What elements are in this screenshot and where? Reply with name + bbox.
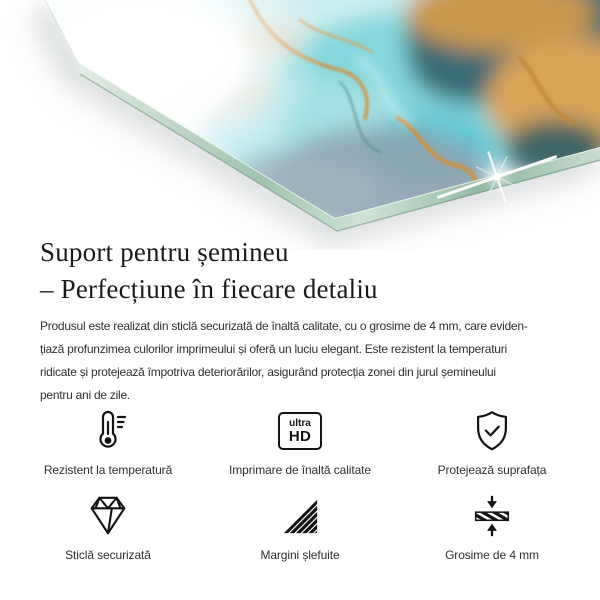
feature-label: Margini șlefuite <box>260 548 340 562</box>
product-description <box>40 315 560 407</box>
description-line: pentru ani de zile. <box>40 388 130 402</box>
feature-temperature <box>12 408 204 477</box>
title-line-2: – Perfecțiune în fiecare detaliu <box>40 274 378 304</box>
description-line: ridicate și protejează împotriva deteriorărilor, asigurând protecția zonei din jurul șemineului <box>40 365 496 379</box>
feature-print-quality <box>204 408 396 477</box>
glass-panel-photo <box>0 0 600 250</box>
feature-label: Protejează suprafața <box>437 463 547 477</box>
diamond-icon <box>84 493 132 539</box>
hero-product-image <box>0 0 600 250</box>
feature-tempered-glass <box>12 493 204 562</box>
description-line: Produsul este realizat din sticlă securizată de înaltă calitate, cu o grosime de 4 mm, care eviden- <box>40 319 528 333</box>
polished-edges-icon <box>276 493 324 539</box>
feature-label: Grosime de 4 mm <box>445 548 539 562</box>
thermometer-icon <box>84 408 132 454</box>
feature-label: Sticlă securizată <box>65 548 151 562</box>
description-line: țiază profunzimea culorilor imprimeului și oferă un luciu elegant. Este rezistent la temperaturi <box>40 342 507 356</box>
title-line-1: Suport pentru șemineu <box>40 237 289 267</box>
feature-thickness <box>396 493 588 562</box>
feature-label: Rezistent la temperatură <box>43 463 173 477</box>
feature-protection <box>396 408 588 477</box>
feature-grid <box>12 408 588 562</box>
thickness-icon <box>468 493 516 539</box>
feature-label: Imprimare de înaltă calitate <box>229 463 371 477</box>
shield-check-icon <box>468 408 516 454</box>
ultra-hd-icon: ultra HD <box>278 412 322 450</box>
feature-polished-edges <box>204 493 396 562</box>
